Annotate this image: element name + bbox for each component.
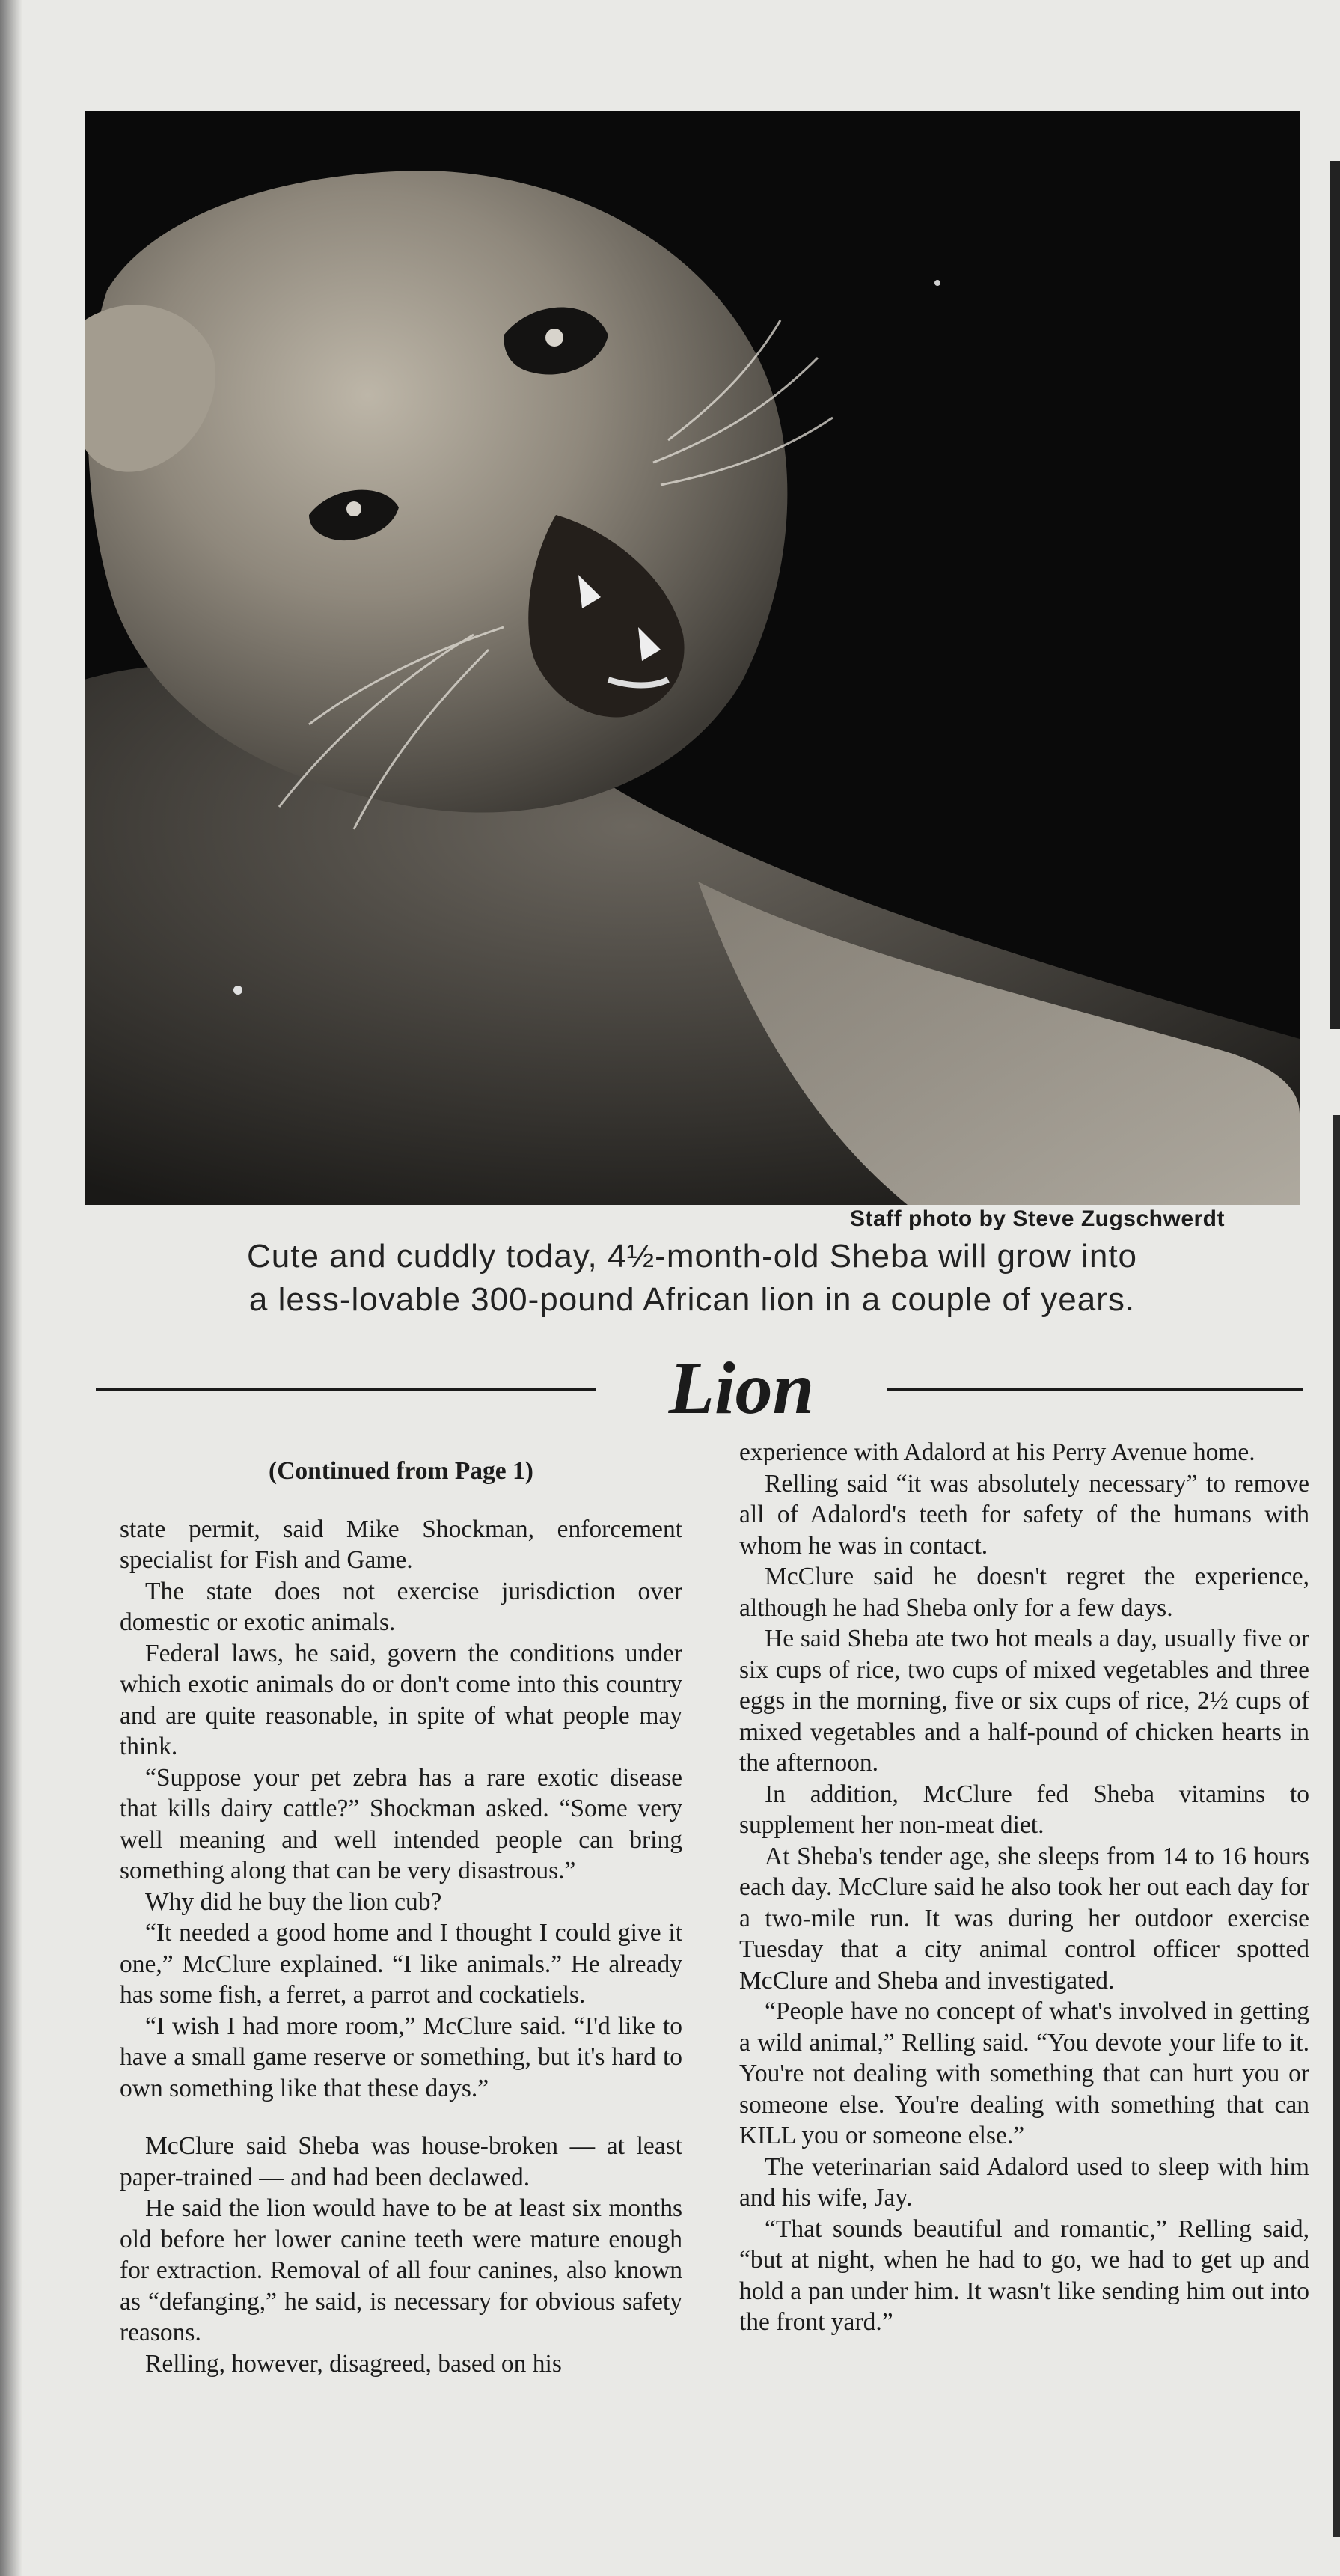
adjacent-column-border — [1330, 161, 1340, 1029]
article-column-left — [120, 1456, 682, 2379]
paragraph: McClure said Sheba was house-broken — at least paper-trained — and had been declawed. — [120, 2132, 682, 2191]
paragraph: The veterinarian said Adalord used to sleep with him and his wife, Jay. — [739, 2152, 1309, 2212]
paragraph: Why did he buy the lion cub? — [145, 1887, 442, 1916]
caption-line: a less-lovable 300-pound African lion in a couple of years. — [248, 1281, 1136, 1318]
paragraph: Relling, however, disagreed, based on his — [145, 2349, 562, 2378]
paragraph: “People have no concept of what's involved in getting a wild animal,” Relling said. “You devote your life to it. You're not dealing with something that can hurt you or someone else. You're dealing with something that can KILL you or someone else.” — [739, 1997, 1309, 2149]
paragraph: The state does not exercise jurisdiction over domestic or exotic animals. — [120, 1577, 682, 1636]
paragraph: Relling said “it was absolutely necessary” to remove all of Adalord's teeth for safety of the humans with whom he was in contact. — [739, 1469, 1309, 1560]
paragraph: “Suppose your pet zebra has a rare exotic disease that kills dairy cattle?” Shockman asked. “Some very well meaning and well intended people can bring something along that can be very disastrous.” — [120, 1763, 682, 1884]
article-column-right — [739, 1437, 1309, 2338]
adjacent-column-border — [1333, 1115, 1340, 2537]
paragraph: “I wish I had more room,” McClure said. “I'd like to have a small game reserve or something, but it's hard to own something like that these days.” — [120, 2012, 682, 2102]
headline-rule-right — [887, 1388, 1303, 1391]
continued-line: (Continued from Page 1) — [269, 1457, 533, 1485]
paragraph: McClure said he doesn't regret the experience, although he had Sheba only for a few days. — [739, 1563, 1309, 1622]
page-edge-shadow — [0, 0, 22, 2576]
paragraph: “It needed a good home and I thought I could give it one,” McClure explained. “I like animals.” He already has some fish, a ferret, a parrot and cockatiels. — [120, 1919, 682, 2009]
paragraph: Federal laws, he said, govern the conditions under which exotic animals do or don't come into this country and are quite reasonable, in spite of what people may think. — [120, 1639, 682, 1760]
headline: Lion — [668, 1346, 815, 1429]
lion-cub-photo — [85, 111, 1300, 1205]
paragraph: He said the lion would have to be at least six months old before her lower canine teeth were mature enough for extraction. Removal of all four canines, also known as “defanging,” he said, is necessary for obvious safety reasons. — [120, 2194, 682, 2346]
lion-cub-illustration — [85, 111, 1300, 1205]
caption-line: Cute and cuddly today, 4½-month-old Sheba will grow into — [246, 1238, 1138, 1275]
paragraph: experience with Adalord at his Perry Avenue home. — [739, 1438, 1255, 1466]
paragraph: “That sounds beautiful and romantic,” Relling said, “but at night, when he had to go, we had to get up and hold a pan under him. It wasn't like sending him out into the front yard.” — [739, 2215, 1309, 2336]
paragraph: In addition, McClure fed Sheba vitamins to supplement her non-meat diet. — [739, 1780, 1309, 1839]
paragraph: state permit, said Mike Shockman, enforcement specialist for Fish and Game. — [120, 1515, 682, 1574]
headline-rule-left — [96, 1388, 596, 1391]
paragraph: He said Sheba ate two hot meals a day, usually five or six cups of rice, two cups of mixed vegetables and three eggs in the morning, five or six cups of rice, 2½ cups of mixed vegetables and a half-pound of chicken hearts in the afternoon. — [739, 1625, 1309, 1777]
headline-row — [96, 1347, 1303, 1429]
paragraph: At Sheba's tender age, she sleeps from 14 to 16 hours each day. McClure said he also took her out each day for a two-mile run. It was during her outdoor exercise Tuesday that a city animal control officer spotted McClure and Sheba and investigated. — [739, 1842, 1309, 1994]
photo-caption — [85, 1235, 1300, 1322]
photo-credit: Staff photo by Steve Zugschwerdt — [849, 1206, 1225, 1231]
